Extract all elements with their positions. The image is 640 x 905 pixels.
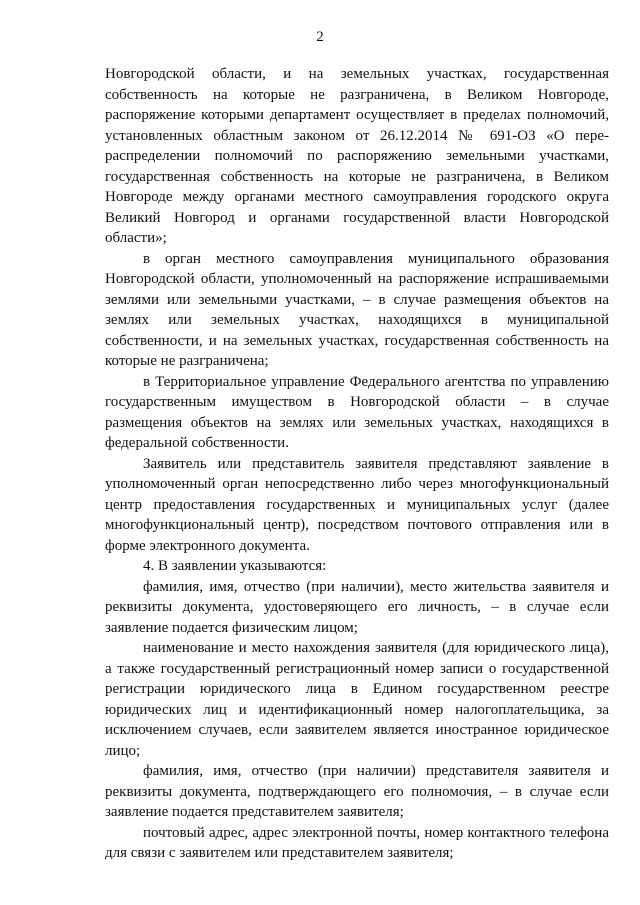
text-line: которые не разграничена; xyxy=(105,353,269,369)
text-line: для связи с заявителем или представителем заявителя; xyxy=(105,845,454,861)
text-line: Заявитель или представитель заявителя представляют заявление в xyxy=(143,455,609,472)
text-line: 4. В заявлении указываются: xyxy=(143,558,327,574)
text-line: собственность на которые не разграничена, в Великом Новгороде, xyxy=(105,86,609,103)
text-line: реквизиты документа, подтверждающего его полномочия, – в случае если xyxy=(105,783,609,800)
text-line: Великий Новгород и органами государственной власти Новгородской xyxy=(105,209,609,226)
text-line: реквизиты документа, удостоверяющего его личность, – в случае если xyxy=(105,599,609,615)
text-line: наименование и место нахождения заявителя (для юридического лица), xyxy=(143,640,609,656)
text-line: фамилия, имя, отчество (при наличии), место жительства заявителя и xyxy=(143,578,609,595)
text-line: почтовый адрес, адрес электронной почты, номер контактного телефона xyxy=(143,824,609,841)
page-number: 2 xyxy=(316,29,324,45)
text-line: заявление подается физическим лицом; xyxy=(105,619,358,636)
text-line: форме электронного документа. xyxy=(105,537,310,554)
text-line: фамилия, имя, отчество (при наличии) представителя заявителя и xyxy=(143,763,609,779)
text-line: землях или земельных участках, находящихся в муниципальной xyxy=(105,312,609,328)
text-line: землями или земельными участками, – в случае размещения объектов на xyxy=(105,291,609,308)
document-body xyxy=(105,64,609,864)
text-line: в орган местного самоуправления муниципального образования xyxy=(143,250,609,267)
text-line: государственная собственность на которые не разграничена, в Великом xyxy=(105,168,609,185)
text-line: Новгородской области, уполномоченный на распоряжение испрашиваемыми xyxy=(105,271,609,287)
text-line: федеральной собственности. xyxy=(105,435,289,451)
text-line: регистрации юридического лица в Едином государственном реестре xyxy=(105,681,609,697)
text-line: заявление подается представителем заявителя; xyxy=(105,804,404,820)
text-line: лицо; xyxy=(105,742,141,759)
text-line: многофункциональный центр), посредством почтового отправления или в xyxy=(105,517,609,533)
text-line: государственным имуществом в Новгородской области – в случае xyxy=(105,394,609,410)
text-line: размещения объектов на землях или земельных участках, находящихся в xyxy=(105,414,609,431)
text-line: распоряжение которыми департамент осуществляет в пределах полномочий, xyxy=(105,107,609,123)
text-line: установленных областным законом от 26.12.2014 № 691-ОЗ «О пере- xyxy=(105,127,609,144)
text-line: собственности, и на земельных участках, государственная собственность на xyxy=(105,332,609,349)
text-line: Новгородской области, и на земельных участках, государственная xyxy=(105,66,609,82)
text-line: уполномоченный орган непосредственно либо через многофункциональный xyxy=(105,476,609,492)
text-line: исключением случаев, если заявителем является иностранное юридическое xyxy=(105,722,609,738)
text-line: Новгороде между органами местного самоуправления городского округа xyxy=(105,189,609,205)
text-line: в Территориальное управление Федерального агентства по управлению xyxy=(143,373,609,390)
text-line: области»; xyxy=(105,230,167,246)
text-line: а также государственный регистрационный номер записи о государственной xyxy=(105,660,609,677)
text-line: юридических лиц и идентификационный номер налогоплательщика, за xyxy=(105,701,609,718)
text-line: центр предоставления государственных и муниципальных услуг (далее xyxy=(105,496,609,513)
text-line: распределении полномочий по распоряжению земельными участками, xyxy=(105,148,609,164)
